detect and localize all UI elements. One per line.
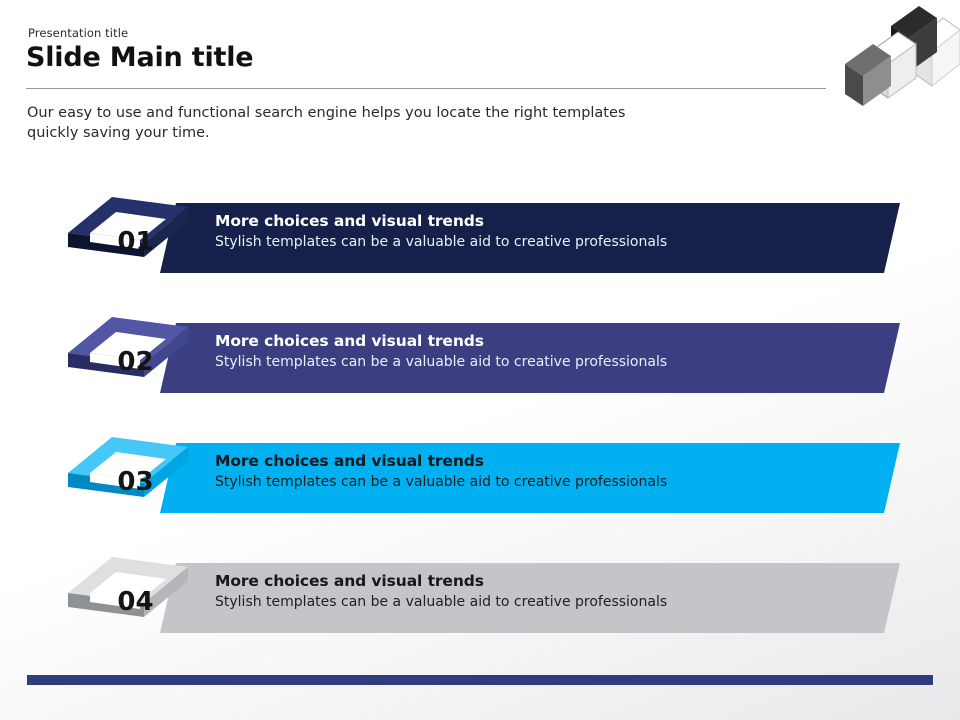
banner-text [215,331,775,372]
item-title: More choices and visual trends [215,452,484,470]
isometric-cubes-decoration-icon [815,0,960,150]
item-title: More choices and visual trends [215,212,484,230]
list-item[interactable] [60,545,900,665]
list-item[interactable] [60,185,900,305]
item-subtitle: Stylish templates can be a valuable aid to creative professionals [215,234,668,250]
item-title: More choices and visual trends [215,332,484,350]
header-divider [26,88,826,89]
banner-text [215,211,775,252]
banner-text [215,571,775,612]
item-number: 02 [117,347,154,377]
list-item[interactable] [60,305,900,425]
item-subtitle: Stylish templates can be a valuable aid to creative professionals [215,474,668,490]
banner-text [215,451,775,492]
page-title: Slide Main title [26,42,254,73]
presentation-eyebrow: Presentation title [28,26,129,40]
item-subtitle: Stylish templates can be a valuable aid to creative professionals [215,354,668,370]
page-subtitle: Our easy to use and functional search engine helps you locate the right templates quickly saving your time. [27,105,626,141]
list-item[interactable] [60,425,900,545]
item-title: More choices and visual trends [215,572,484,590]
item-subtitle: Stylish templates can be a valuable aid to creative professionals [215,594,668,610]
footer-accent-bar [27,675,933,685]
item-number: 01 [117,227,154,257]
item-number: 04 [117,587,154,617]
item-number: 03 [117,467,154,497]
